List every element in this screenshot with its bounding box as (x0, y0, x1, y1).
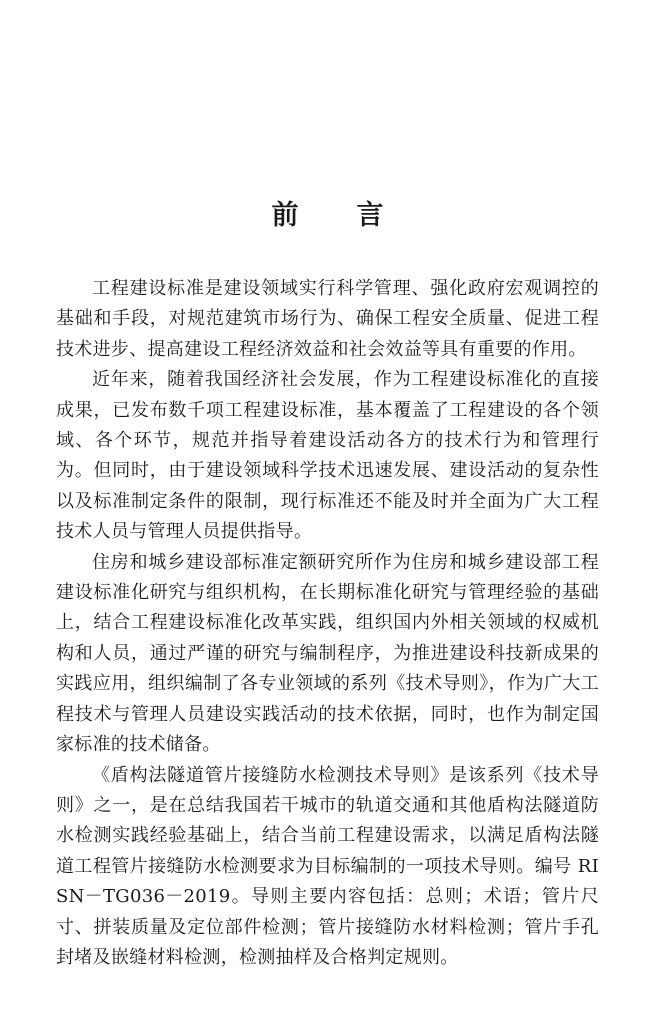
preface-paragraph-3: 住房和城乡建设部标准定额研究所作为住房和城乡建设部工程建设标准化研究与组织机构，在长期标准化研究与管理经验的基础上，结合工程建设标准化改革实践，组织国内外相关领域的权威机构和人员，通过严谨的研究与编制程序，为推进建设科技新成果的实践应用，组织编制了各专业领域的系列《技术导则》，作为广大工程技术与管理人员建设实践活动的技术依据，同时，也作为制定国家标准的技术储备。 (56, 551, 599, 756)
preface-body (56, 274, 599, 968)
preface-paragraph-1: 工程建设标准是建设领域实行科学管理、强化政府宏观调控的基础和手段，对规范建筑市场行为、确保工程安全质量、促进工程技术进步、提高建设工程经济效益和社会效益等具有重要的作用。 (56, 278, 599, 360)
page-title (0, 196, 655, 236)
page-title-part-1: 前 (271, 200, 299, 231)
page-title-part-2: 言 (356, 200, 384, 231)
preface-paragraph-2: 近年来，随着我国经济社会发展，作为工程建设标准化的直接成果，已发布数千项工程建设标准，基本覆盖了工程建设的各个领域、各个环节，规范并指导着建设活动各方的技术行为和管理行为。但同时，由于建设领域科学技术迅速发展、建设活动的复杂性以及标准制定条件的限制，现行标准还不能及时并全面为广大工程技术人员与管理人员提供指导。 (56, 369, 599, 543)
preface-paragraph-4: 《盾构法隧道管片接缝防水检测技术导则》是该系列《技术导则》之一，是在总结我国若干城市的轨道交通和其他盾构法隧道防水检测实践经验基础上，结合当前工程建设需求，以满足盾构法隧道工程管片接缝防水检测要求为目标编制的一项技术导则。编号 RISN－TG036－2019。导则主要内容包括：总则；术语；管片尺寸、拼装质量及定位部件检测；管片接缝防水材料检测；管片手孔封堵及嵌缝材料检测，检测抽样及合格判定规则。 (56, 764, 599, 968)
